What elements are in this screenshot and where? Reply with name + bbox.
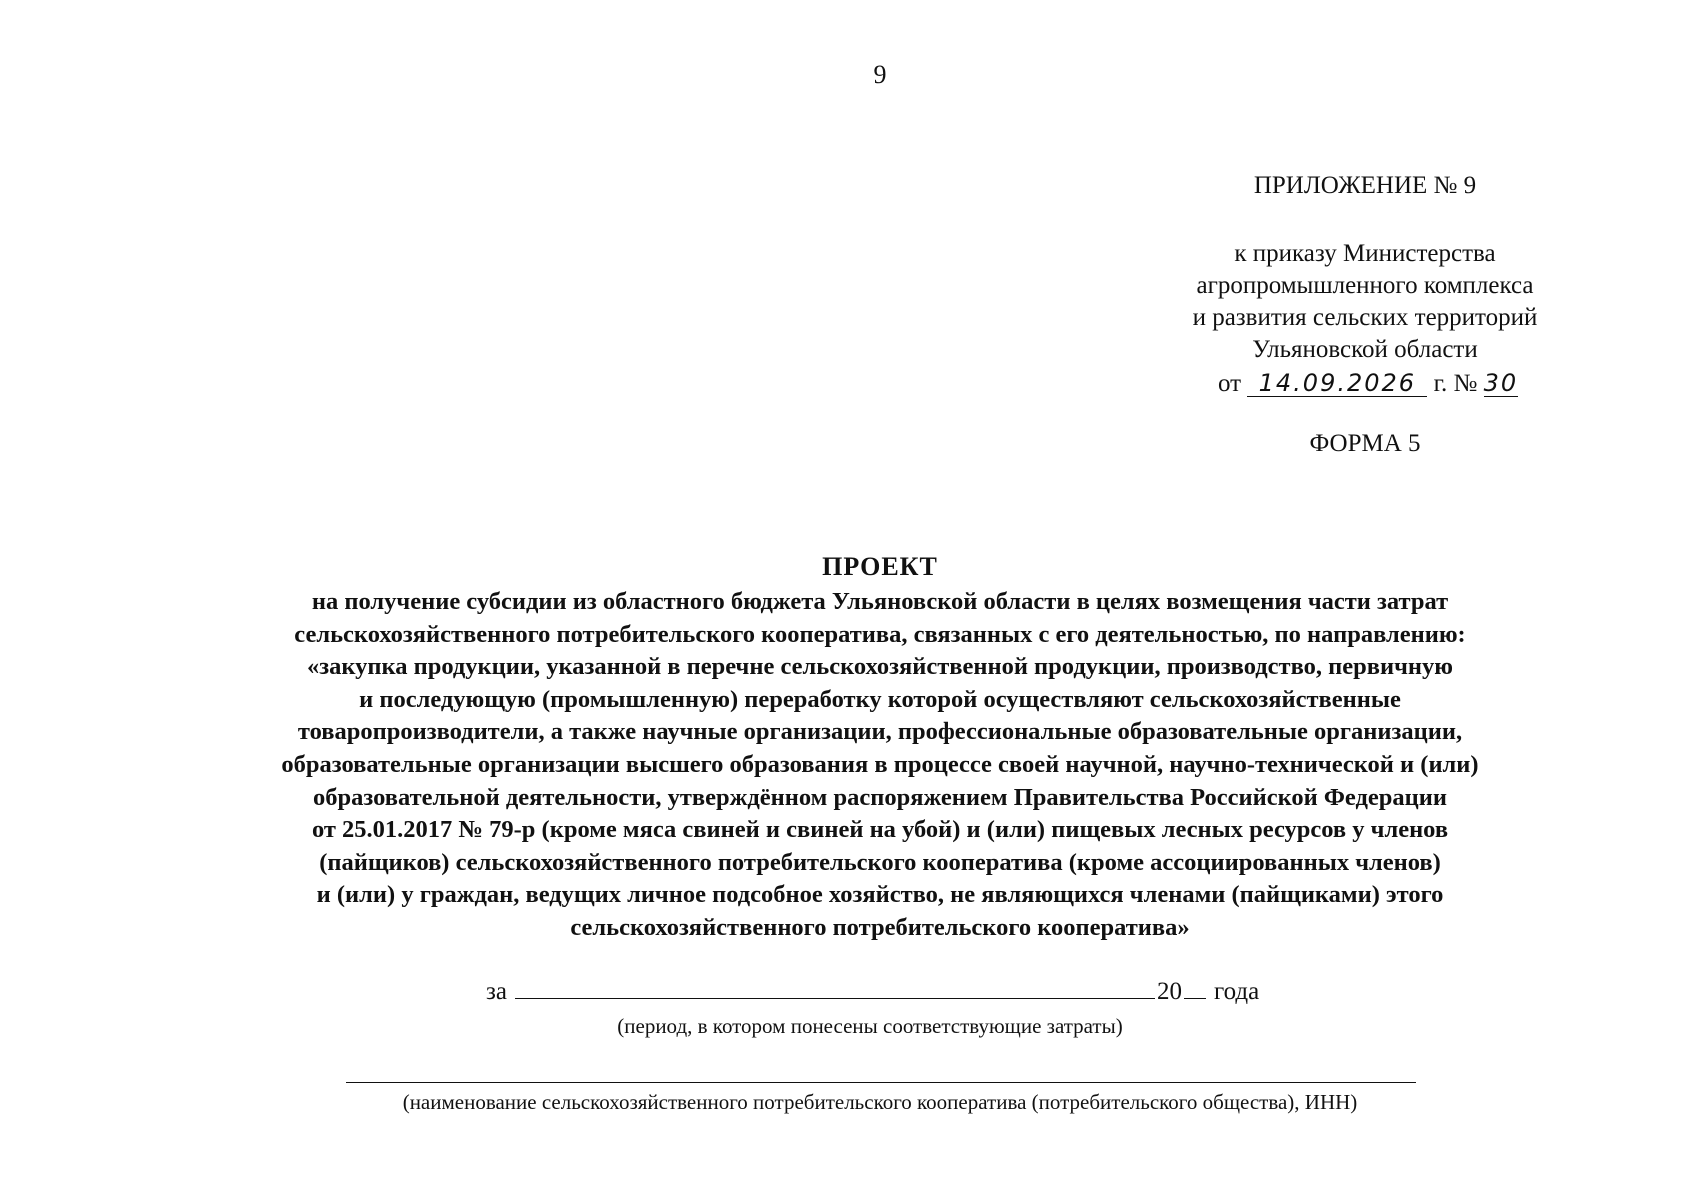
annex-date-line xyxy=(1218,368,1578,400)
annex-text xyxy=(1170,238,1560,366)
project-line: «закупка продукции, указанной в перечне сельскохозяйственной продукции, производство, первичную xyxy=(307,653,1453,681)
annex-line: и развития сельских территорий xyxy=(1192,304,1538,331)
project-line: и (или) у граждан, ведущих личное подсобное хозяйство, не являющихся членами (пайщиками) этого xyxy=(316,881,1444,909)
page-number: 9 xyxy=(873,60,887,89)
project-line: (пайщиков) сельскохозяйственного потребительского кооператива (кроме ассоциированных членов) xyxy=(319,848,1441,876)
project-line: товаропроизводители, а также научные организации, профессиональные образовательные организации, xyxy=(297,718,1463,746)
period-row xyxy=(486,974,1259,1006)
project-line: и последующую (промышленную) переработку которой осуществляют сельскохозяйственные xyxy=(359,685,1401,713)
organization-blank-field[interactable] xyxy=(346,1082,1416,1083)
project-line: образовательной деятельности, утверждённом распоряжением Правительства Российской Федерации xyxy=(313,783,1447,811)
period-prefix: за xyxy=(486,978,507,1005)
handwritten-date: 14.09.2026 xyxy=(1247,370,1427,397)
period-caption: (период, в котором понесены соответствующие затраты) xyxy=(617,1014,1123,1038)
annex-line: к приказу Министерства xyxy=(1234,240,1496,267)
project-line: сельскохозяйственного потребительского кооператива, связанных с его деятельностью, по направлению: xyxy=(294,620,1466,648)
date-prefix: от xyxy=(1218,370,1242,397)
year-blank-field[interactable] xyxy=(1184,978,1206,999)
number-prefix: г. № xyxy=(1433,370,1478,397)
annex-line: Ульяновской области xyxy=(1252,336,1478,363)
form-label: ФОРМА 5 xyxy=(1309,430,1421,457)
project-description xyxy=(160,586,1600,945)
annex-line: агропромышленного комплекса xyxy=(1196,272,1534,299)
annex-title: ПРИЛОЖЕНИЕ № 9 xyxy=(1253,172,1477,199)
organization-caption: (наименование сельскохозяйственного потребительского кооператива (потребительского общества), ИНН) xyxy=(402,1090,1358,1114)
year-suffix: года xyxy=(1213,978,1260,1005)
handwritten-number: 30 xyxy=(1483,369,1519,397)
project-line: на получение субсидии из областного бюджета Ульяновской области в целях возмещения части затрат xyxy=(311,588,1449,615)
project-line: образовательные организации высшего образования в процессе своей научной, научно-технической и (или) xyxy=(281,750,1479,778)
project-line: сельскохозяйственного потребительского кооператива» xyxy=(570,913,1190,941)
year-prefix: 20 xyxy=(1156,978,1182,1005)
project-line: от 25.01.2017 № 79-р (кроме мяса свиней и свиней на убой) и (или) пищевых лесных ресурсов у членов xyxy=(311,816,1449,844)
period-blank-field[interactable] xyxy=(515,974,1155,999)
project-title: ПРОЕКТ xyxy=(822,552,938,581)
